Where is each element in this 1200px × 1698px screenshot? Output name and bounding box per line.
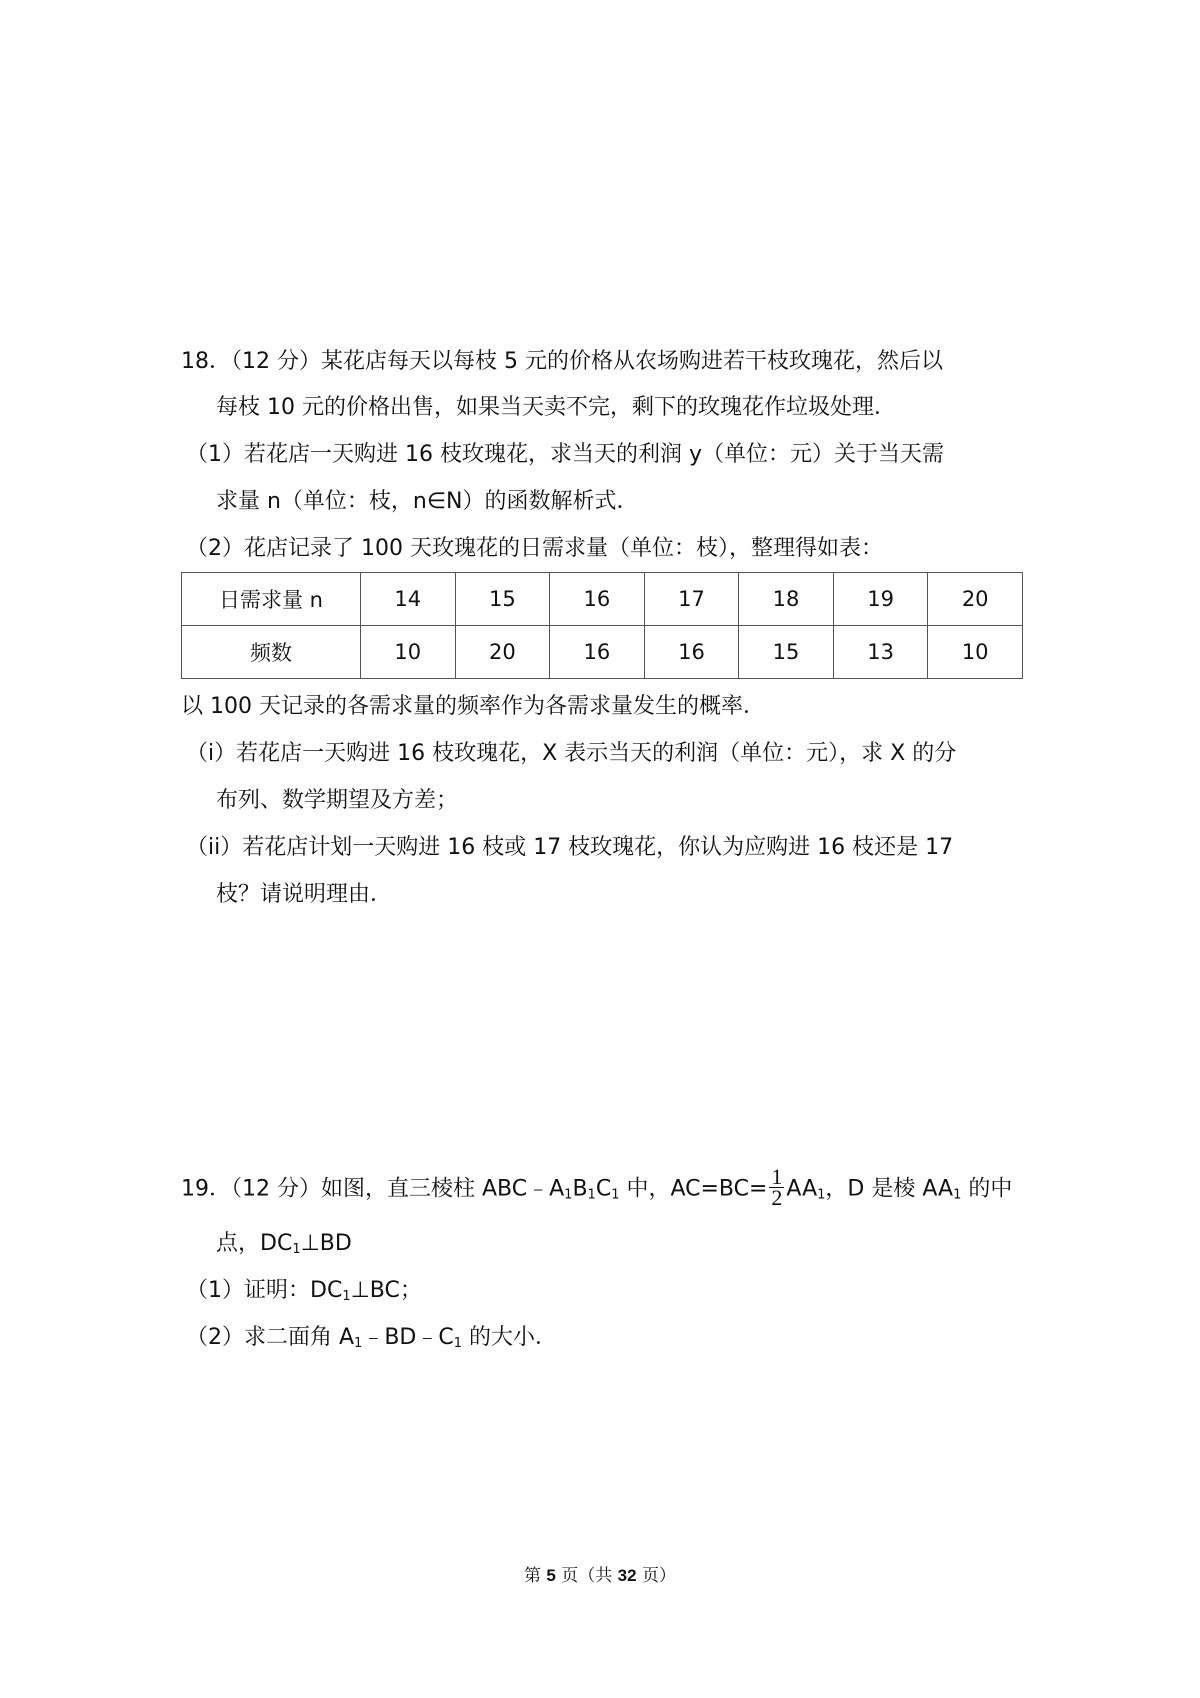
footer-text: 页（共	[555, 1566, 618, 1586]
page-footer	[0, 1561, 1200, 1586]
table-cell: 19	[833, 573, 928, 626]
table-cell: 20	[455, 626, 550, 679]
table-header-demand: 日需求量 n	[182, 573, 361, 626]
q18-sub-i-line2: 布列、数学期望及方差；	[216, 788, 459, 813]
subscript: 1	[817, 1187, 826, 1203]
q19-text: ，D 是棱 AA	[825, 1176, 954, 1202]
table-cell: 13	[833, 626, 928, 679]
fraction-denominator: 2	[771, 1185, 783, 1210]
q19-text: AA	[786, 1176, 818, 1202]
q19-text: 的大小．	[462, 1325, 558, 1350]
subscript: 1	[564, 1187, 573, 1203]
subscript: 1	[342, 1289, 351, 1304]
table-cell: 16	[644, 626, 739, 679]
q18-part1-line2: 求量 n（单位：枝，n∈N）的函数解析式．	[216, 489, 639, 514]
footer-text: 第	[523, 1566, 547, 1586]
q18-part2-line1: （2）花店记录了 100 天玫瑰花的日需求量（单位：枝），整理得如表：	[186, 536, 883, 561]
table-cell: 16	[550, 573, 645, 626]
q19-part1	[186, 1276, 422, 1306]
q19-text: ﹣BD﹣C	[362, 1325, 454, 1350]
subscript: 1	[354, 1336, 363, 1351]
q18-note: 以 100 天记录的各需求量的频率作为各需求量发生的概率．	[181, 694, 765, 719]
q19-text: （1）证明：DC	[186, 1278, 343, 1303]
table-row	[182, 573, 1023, 626]
q19-text: 中，AC=BC=	[619, 1176, 768, 1202]
q19-text: ⊥BC；	[350, 1278, 422, 1303]
table-cell: 16	[550, 626, 645, 679]
q19-stem-line1	[181, 1164, 1013, 1210]
q19-text: 19．（12 分）如图，直三棱柱 ABC﹣A	[181, 1176, 565, 1202]
subscript: 1	[587, 1187, 596, 1203]
table-header-frequency: 频数	[182, 626, 361, 679]
subscript: 1	[953, 1187, 962, 1203]
q18-sub-i-line1: （i）若花店一天购进 16 枝玫瑰花，X 表示当天的利润（单位：元），求 X 的分	[186, 741, 957, 766]
q19-text: B	[572, 1176, 588, 1202]
subscript: 1	[611, 1187, 620, 1203]
page-number: 5	[546, 1566, 556, 1585]
q19-text: （2）求二面角 A	[186, 1325, 355, 1350]
table-row	[182, 626, 1023, 679]
table-cell: 20	[928, 573, 1023, 626]
q18-stem-line2: 每枝 10 元的价格出售，如果当天卖不完，剩下的玫瑰花作垃圾处理．	[216, 395, 896, 420]
q19-part2	[186, 1323, 557, 1353]
subscript: 1	[453, 1336, 463, 1351]
demand-frequency-table	[181, 572, 1023, 679]
q19-text: 的中	[961, 1176, 1013, 1202]
subscript: 1	[292, 1242, 301, 1257]
table-cell: 14	[361, 573, 456, 626]
footer-text: 页）	[636, 1566, 676, 1586]
table-cell: 18	[739, 573, 834, 626]
table-cell: 10	[928, 626, 1023, 679]
table-cell: 10	[361, 626, 456, 679]
q19-stem-line2	[216, 1229, 352, 1259]
q19-text: 点，DC	[216, 1231, 293, 1256]
fraction-numerator: 1	[771, 1164, 783, 1189]
table-cell: 17	[644, 573, 739, 626]
table-cell: 15	[739, 626, 834, 679]
q18-sub-ii-line1: （ii）若花店计划一天购进 16 枝或 17 枝玫瑰花，你认为应购进 16 枝还是 17	[186, 835, 954, 860]
q19-text: C	[595, 1176, 612, 1202]
table-cell: 15	[455, 573, 550, 626]
fraction-one-half	[769, 1164, 784, 1210]
q18-sub-ii-line2: 枝？请说明理由．	[216, 882, 393, 907]
q18-stem-line1: 18．（12 分）某花店每天以每枝 5 元的价格从农场购进若干枝玫瑰花，然后以	[181, 349, 943, 374]
q18-part1-line1: （1）若花店一天购进 16 枝玫瑰花，求当天的利润 y（单位：元）关于当天需	[186, 442, 944, 467]
q19-text: ⊥BD	[300, 1231, 352, 1256]
page-total: 32	[617, 1566, 637, 1585]
